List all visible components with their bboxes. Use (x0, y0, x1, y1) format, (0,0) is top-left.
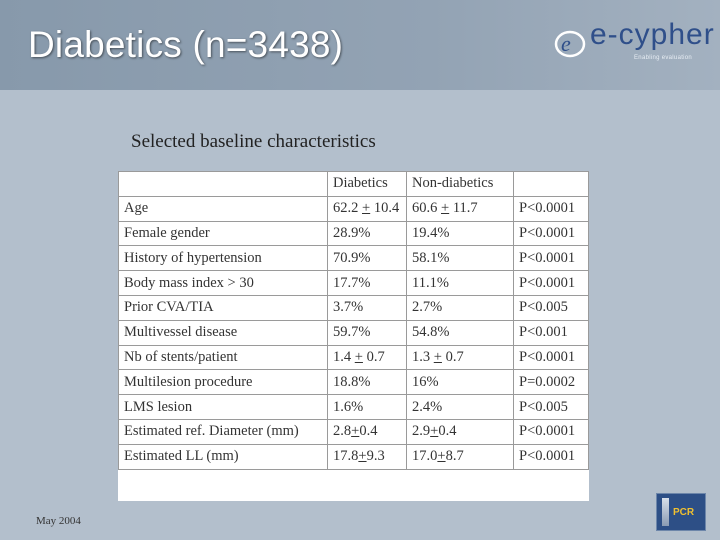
plus-minus-sign: + (437, 448, 446, 465)
table-row (119, 196, 589, 221)
row-label: Body mass index > 30 (119, 271, 328, 296)
page-title: Diabetics (n=3438) (28, 24, 344, 65)
non-diabetics-value (407, 271, 514, 296)
row-label: Age (119, 196, 328, 221)
table-row (119, 295, 589, 320)
row-label: History of hypertension (119, 246, 328, 271)
value-part: 1.6% (333, 398, 364, 415)
svg-text:e: e (561, 31, 571, 56)
p-value: P<0.005 (514, 395, 589, 420)
value-part: 0.7 (362, 348, 385, 365)
header-cell-non-diabetics: Non-diabetics (407, 172, 514, 197)
table-row (119, 246, 589, 271)
diabetics-value (328, 246, 407, 271)
header-cell-diabetics: Diabetics (328, 172, 407, 197)
non-diabetics-value (407, 395, 514, 420)
value-part: 0.4 (438, 423, 457, 440)
table-row (119, 271, 589, 296)
value-part: 19.4% (412, 224, 450, 241)
ecypher-logo (550, 18, 715, 66)
value-part: 18.8% (333, 373, 371, 390)
table-body (119, 172, 589, 470)
value-part: 9.3 (366, 448, 385, 465)
table-row (119, 444, 589, 469)
plus-minus-sign: + (358, 448, 367, 465)
p-value: P=0.0002 (514, 370, 589, 395)
table-row (119, 370, 589, 395)
footer-date: May 2004 (36, 515, 81, 527)
row-label: Estimated LL (mm) (119, 444, 328, 469)
diabetics-value (328, 196, 407, 221)
header-cell-p-value (514, 172, 589, 197)
value-part: 2.7% (412, 299, 443, 316)
diabetics-value (328, 370, 407, 395)
value-part: 0.4 (359, 423, 378, 440)
plus-minus-sign: + (354, 348, 363, 365)
table-row (119, 320, 589, 345)
plus-minus-sign: + (351, 423, 360, 440)
non-diabetics-value (407, 419, 514, 444)
pcr-logo (656, 493, 706, 531)
non-diabetics-value (407, 221, 514, 246)
value-part: 60.6 (412, 200, 441, 217)
value-part: 1.3 (412, 348, 434, 365)
value-part: 11.1% (412, 274, 449, 291)
p-value: P<0.0001 (514, 246, 589, 271)
row-label: Multivessel disease (119, 320, 328, 345)
table-row (119, 395, 589, 420)
p-value: P<0.0001 (514, 196, 589, 221)
value-part: 2.4% (412, 398, 443, 415)
diabetics-value (328, 345, 407, 370)
header-bar (0, 0, 720, 90)
table-row (119, 345, 589, 370)
non-diabetics-value (407, 370, 514, 395)
p-value: P<0.0001 (514, 419, 589, 444)
table-header-row (119, 172, 589, 197)
value-part: 28.9% (333, 224, 371, 241)
value-part: 59.7% (333, 324, 371, 341)
value-part: 8.7 (445, 448, 464, 465)
row-label: Female gender (119, 221, 328, 246)
value-part: 0.7 (441, 348, 464, 365)
value-part: 17.7% (333, 274, 371, 291)
diabetics-value (328, 320, 407, 345)
value-part: 62.2 (333, 200, 362, 217)
logo-wordmark: e-cypher (590, 18, 715, 51)
non-diabetics-value (407, 246, 514, 271)
p-value: P<0.001 (514, 320, 589, 345)
non-diabetics-value (407, 444, 514, 469)
baseline-table-container (118, 171, 589, 501)
row-label: LMS lesion (119, 395, 328, 420)
diabetics-value (328, 221, 407, 246)
plus-minus-sign: + (430, 423, 439, 440)
non-diabetics-value (407, 295, 514, 320)
value-part: 17.8 (333, 448, 359, 465)
p-value: P<0.0001 (514, 345, 589, 370)
header-cell-empty (119, 172, 328, 197)
plus-minus-sign: + (441, 200, 450, 217)
value-part: 17.0 (412, 448, 438, 465)
row-label: Prior CVA/TIA (119, 295, 328, 320)
p-value: P<0.005 (514, 295, 589, 320)
plus-minus-sign: + (362, 200, 371, 217)
p-value: P<0.0001 (514, 444, 589, 469)
non-diabetics-value (407, 345, 514, 370)
p-value: P<0.0001 (514, 221, 589, 246)
logo-tagline: Enabling evaluation (634, 55, 693, 61)
value-part: 10.4 (370, 200, 400, 217)
non-diabetics-value (407, 196, 514, 221)
plus-minus-sign: + (433, 348, 442, 365)
value-part: 54.8% (412, 324, 450, 341)
value-part: 11.7 (449, 200, 478, 217)
diabetics-value (328, 271, 407, 296)
table-row (119, 221, 589, 246)
eiffel-tower-icon (662, 498, 669, 526)
diabetics-value (328, 419, 407, 444)
row-label: Multilesion procedure (119, 370, 328, 395)
diabetics-value (328, 295, 407, 320)
value-part: 58.1% (412, 249, 450, 266)
value-part: 16% (412, 373, 439, 390)
value-part: 2.9 (412, 423, 431, 440)
value-part: 1.4 (333, 348, 355, 365)
slide-subtitle: Selected baseline characteristics (131, 131, 376, 152)
logo-swoosh-icon (550, 24, 590, 64)
value-part: 70.9% (333, 249, 371, 266)
diabetics-value (328, 395, 407, 420)
p-value: P<0.0001 (514, 271, 589, 296)
row-label: Estimated ref. Diameter (mm) (119, 419, 328, 444)
table-row (119, 419, 589, 444)
pcr-badge-text: PCR (673, 507, 695, 518)
diabetics-value (328, 444, 407, 469)
row-label: Nb of stents/patient (119, 345, 328, 370)
value-part: 2.8 (333, 423, 352, 440)
value-part: 3.7% (333, 299, 364, 316)
non-diabetics-value (407, 320, 514, 345)
baseline-characteristics-table (118, 171, 589, 470)
